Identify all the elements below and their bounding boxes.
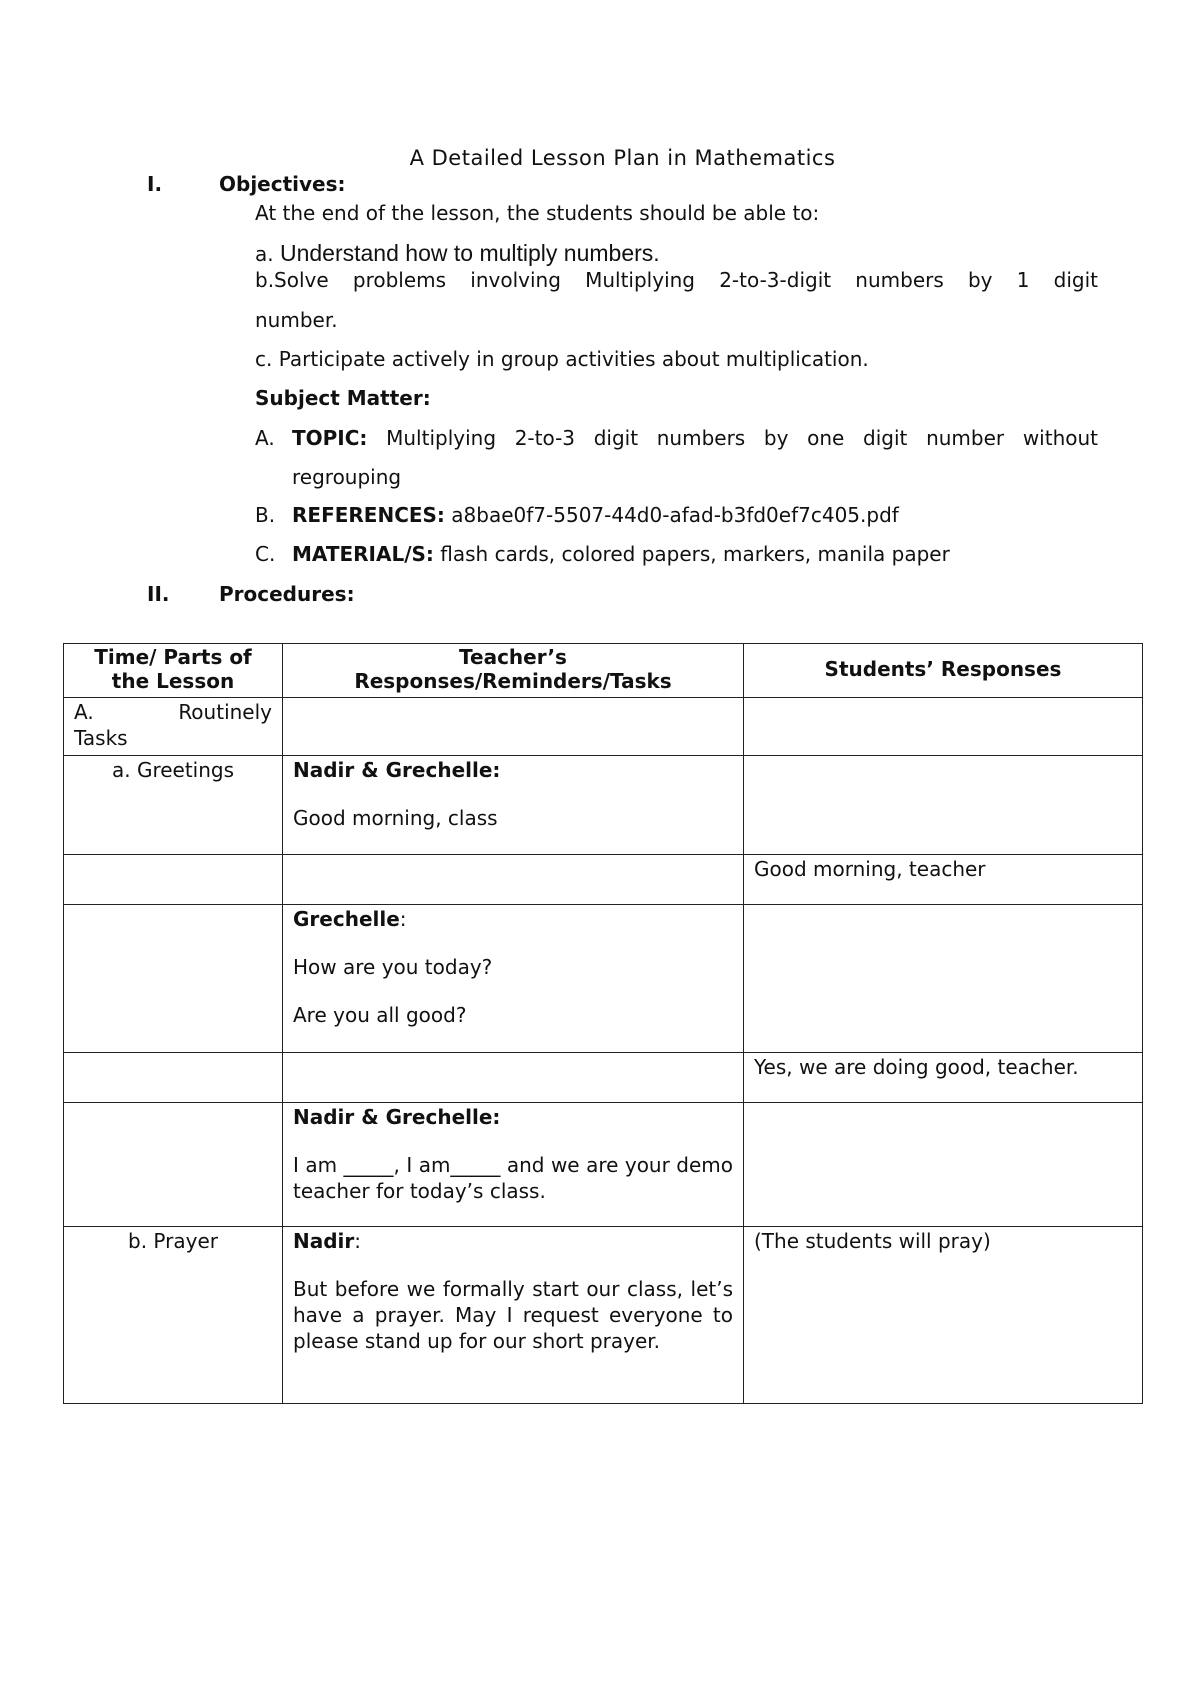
part-greetings: a. Greetings	[111, 758, 235, 782]
student-cell	[744, 698, 1143, 756]
subject-item-letter-c: C.	[255, 542, 276, 566]
teacher-cell	[283, 698, 744, 756]
document-title: A Detailed Lesson Plan in Mathematics	[409, 146, 836, 170]
topic-label: TOPIC:	[292, 426, 368, 450]
teacher-cell	[283, 1053, 744, 1103]
table-row	[64, 756, 1143, 855]
procedures-table	[63, 643, 1143, 1404]
part-prayer: b. Prayer	[128, 1229, 218, 1253]
student-response: Yes, we are doing good, teacher.	[754, 1055, 1079, 1079]
speaker-label: Nadir & Grechelle:	[293, 758, 501, 782]
header-time-parts	[64, 644, 283, 698]
teacher-line: How are you today?	[293, 955, 493, 979]
table-row	[64, 905, 1143, 1053]
student-response: Good morning, teacher	[754, 857, 986, 881]
part-routinely-line	[74, 699, 272, 725]
teacher-cell	[283, 905, 744, 1053]
part-cell	[64, 698, 283, 756]
student-cell	[744, 905, 1143, 1053]
topic-value: Multiplying 2-to-3 digit numbers by one digit number without	[367, 426, 1098, 450]
objective-a	[255, 240, 660, 267]
speaker-name: Nadir	[293, 1229, 355, 1253]
materials-value: flash cards, colored papers, markers, manila paper	[433, 542, 950, 566]
part-word: Routinely	[178, 700, 272, 724]
teacher-line: But before we formally start our class, let’s have a prayer. May I request everyone to please stand up for our short prayer.	[293, 1277, 733, 1353]
student-cell	[744, 1053, 1143, 1103]
section-numeral-objectives: I.	[147, 172, 163, 196]
part-letter: A.	[74, 700, 94, 724]
teacher-cell	[283, 756, 744, 855]
speaker-name: Grechelle	[293, 907, 400, 931]
header-teacher-line2: Responses/Reminders/Tasks	[354, 669, 672, 693]
table-row	[64, 1053, 1143, 1103]
subject-item-materials	[292, 541, 950, 567]
objective-a-prefix: a.	[255, 242, 280, 266]
subject-item-references	[292, 502, 899, 528]
subject-item-letter-b: B.	[255, 503, 276, 527]
header-students: Students’ Responses	[744, 644, 1143, 698]
student-cell	[744, 855, 1143, 905]
header-teacher-line1: Teacher’s	[459, 645, 567, 669]
speaker-label	[293, 1228, 733, 1254]
part-cell	[64, 1053, 283, 1103]
objectives-heading: Objectives:	[219, 172, 346, 196]
header-time-parts-line2: the Lesson	[111, 669, 235, 693]
student-cell	[744, 756, 1143, 855]
teacher-line: Good morning, class	[293, 806, 498, 830]
objective-a-text: Understand how to multiply numbers.	[279, 240, 660, 266]
procedures-heading: Procedures:	[219, 582, 355, 606]
subject-item-letter-a: A.	[255, 426, 275, 450]
speaker-colon: :	[399, 907, 407, 931]
part-cell	[64, 1227, 283, 1404]
speaker-colon: :	[354, 1229, 362, 1253]
subject-matter-heading: Subject Matter:	[255, 386, 431, 410]
part-cell	[64, 1103, 283, 1227]
objective-b-line2: number.	[255, 308, 338, 332]
table-row	[64, 1227, 1143, 1404]
speaker-label: Nadir & Grechelle:	[293, 1105, 501, 1129]
references-value: a8bae0f7-5507-44d0-afad-b3fd0ef7c405.pdf	[444, 503, 899, 527]
teacher-line: I am _____, I am_____ and we are your demo teacher for today’s class.	[293, 1153, 733, 1203]
table-row	[64, 698, 1143, 756]
header-teacher	[283, 644, 744, 698]
table-row	[64, 855, 1143, 905]
part-cell	[64, 905, 283, 1053]
objective-c: c. Participate actively in group activities about multiplication.	[255, 347, 869, 371]
part-cell	[64, 756, 283, 855]
table-row	[64, 1103, 1143, 1227]
references-label: REFERENCES:	[292, 503, 445, 527]
objective-b-line1: b.Solve problems involving Multiplying 2-to-3-digit numbers by 1 digit	[255, 268, 1098, 292]
subject-item-topic	[292, 425, 1098, 451]
student-cell	[744, 1103, 1143, 1227]
table-header-row	[64, 644, 1143, 698]
student-cell	[744, 1227, 1143, 1404]
part-cell	[64, 855, 283, 905]
teacher-cell	[283, 1103, 744, 1227]
part-tasks: Tasks	[74, 726, 128, 750]
teacher-cell	[283, 1227, 744, 1404]
materials-label: MATERIAL/S:	[292, 542, 434, 566]
speaker-label	[293, 906, 733, 932]
objectives-intro: At the end of the lesson, the students should be able to:	[255, 201, 820, 225]
student-response: (The students will pray)	[754, 1229, 991, 1253]
teacher-line: Are you all good?	[293, 1003, 467, 1027]
header-time-parts-line1: Time/ Parts of	[94, 645, 252, 669]
topic-value-continued: regrouping	[292, 465, 402, 489]
teacher-cell	[283, 855, 744, 905]
section-numeral-procedures: II.	[147, 582, 170, 606]
